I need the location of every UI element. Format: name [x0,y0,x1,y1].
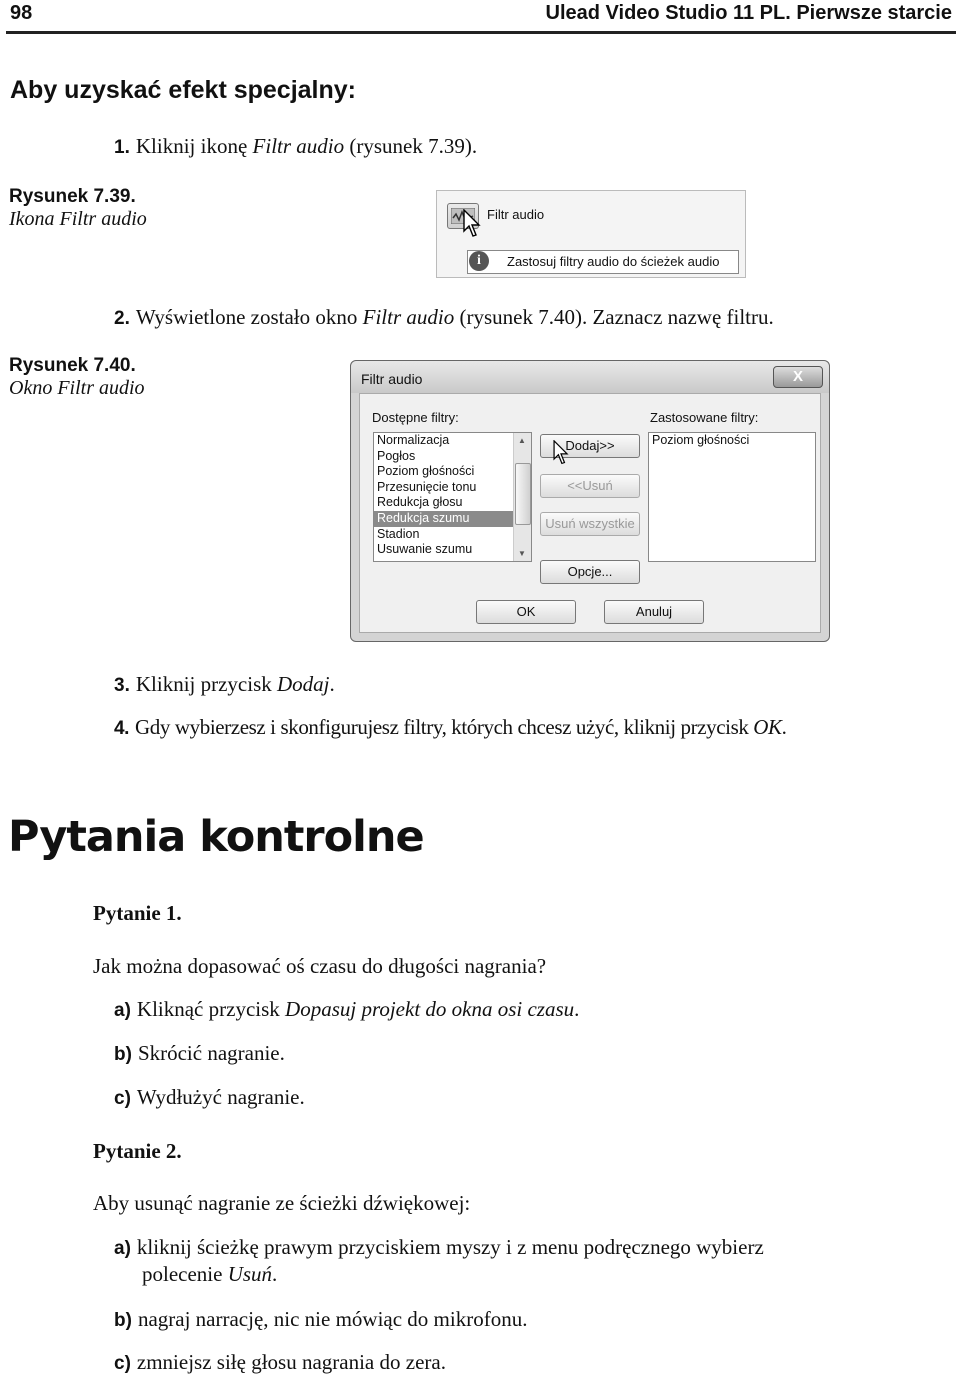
page-number: 98 [10,2,33,24]
scroll-up-icon[interactable]: ▲ [518,436,526,445]
tooltip-text: Zastosuj filtry audio do ścieżek audio [507,254,720,269]
available-filters-label: Dostępne filtry: [372,410,459,425]
figure-caption-7-40: Rysunek 7.40. Okno Filtr audio [9,355,145,399]
figure-caption-7-39: Rysunek 7.39. Ikona Filtr audio [9,186,147,230]
info-icon: i [469,251,489,271]
mouse-cursor-icon [463,209,481,239]
options-button[interactable]: Opcje... [540,560,640,584]
dialog-title: Filtr audio [361,371,423,387]
applied-filters-list[interactable] [648,432,816,562]
step-3: 3. Kliknij przycisk Dodaj. [114,672,335,696]
step-2: 2. Wyświetlone zostało okno Filtr audio (rysunek 7.40). Zaznacz nazwę filtru. [114,305,774,329]
ok-button[interactable]: OK [476,600,576,624]
dialog-titlebar[interactable] [351,361,829,393]
add-button[interactable]: Dodaj>> [540,434,640,458]
close-button[interactable]: X [773,366,823,388]
remove-all-button[interactable]: Usuń wszystkie [540,512,640,536]
remove-button[interactable]: <<Usuń [540,474,640,498]
applied-filters-label: Zastosowane filtry: [650,410,759,425]
q1-answer-b: b) Skrócić nagranie. [114,1041,285,1065]
dialog-body [359,393,821,633]
scroll-thumb[interactable] [515,463,531,525]
filter-list-item[interactable]: Redukcja szumu [374,511,531,527]
mouse-cursor-icon [553,440,569,466]
header-rule [6,31,956,34]
procedure-heading: Aby uzyskać efekt specjalny: [10,76,356,104]
question-2-text: Aby usunąć nagranie ze ścieżki dźwiękowej: [93,1191,471,1215]
filter-list-item[interactable]: Normalizacja [377,433,450,447]
step-4: 4. Gdy wybierzesz i skonfigurujesz filtry, których chcesz użyć, kliknij przycisk OK. [114,715,787,739]
menu-item-label: Filtr audio [487,207,545,222]
figure-7-39-screenshot [436,190,746,278]
q2-answer-a: a) kliknij ścieżkę prawym przyciskiem myszy i z menu podręcznego wybierz polecenie Usuń. [114,1235,764,1286]
filter-list-item[interactable]: Stadion [377,526,420,541]
list-scrollbar[interactable] [513,433,531,561]
filter-list-item[interactable]: Pogłos [377,448,416,463]
running-title: Ulead Video Studio 11 PL. Pierwsze starcie [545,2,952,24]
q2-answer-b: b) nagraj narrację, nic nie mówiąc do mikrofonu. [114,1307,528,1331]
section-title: Pytania kontrolne [8,812,424,862]
question-1-text: Jak można dopasować oś czasu do długości nagrania? [93,954,547,978]
audio-filter-dialog [350,360,830,642]
applied-filter-item[interactable]: Poziom głośności [652,433,750,447]
q2-answer-c: c) zmniejsz siłę głosu nagrania do zera. [114,1350,446,1374]
question-1-label: Pytanie 1. [93,901,182,925]
question-2-label: Pytanie 2. [93,1139,182,1163]
cancel-button[interactable]: Anuluj [604,600,704,624]
filter-list-item[interactable]: Poziom głośności [377,464,475,479]
filter-list-item[interactable]: Przesunięcie tonu [377,479,477,494]
filter-list-item[interactable]: Redukcja głosu [377,495,463,510]
q1-answer-c: c) Wydłużyć nagranie. [114,1085,305,1109]
step-1: 1. Kliknij ikonę Filtr audio (rysunek 7.39). [114,134,478,158]
filter-list-item[interactable]: Usuwanie szumu [377,542,473,557]
available-filters-list[interactable] [373,432,532,562]
scroll-down-icon[interactable]: ▼ [518,549,526,558]
q1-answer-a: a) Kliknąć przycisk Dopasuj projekt do okna osi czasu. [114,997,580,1021]
